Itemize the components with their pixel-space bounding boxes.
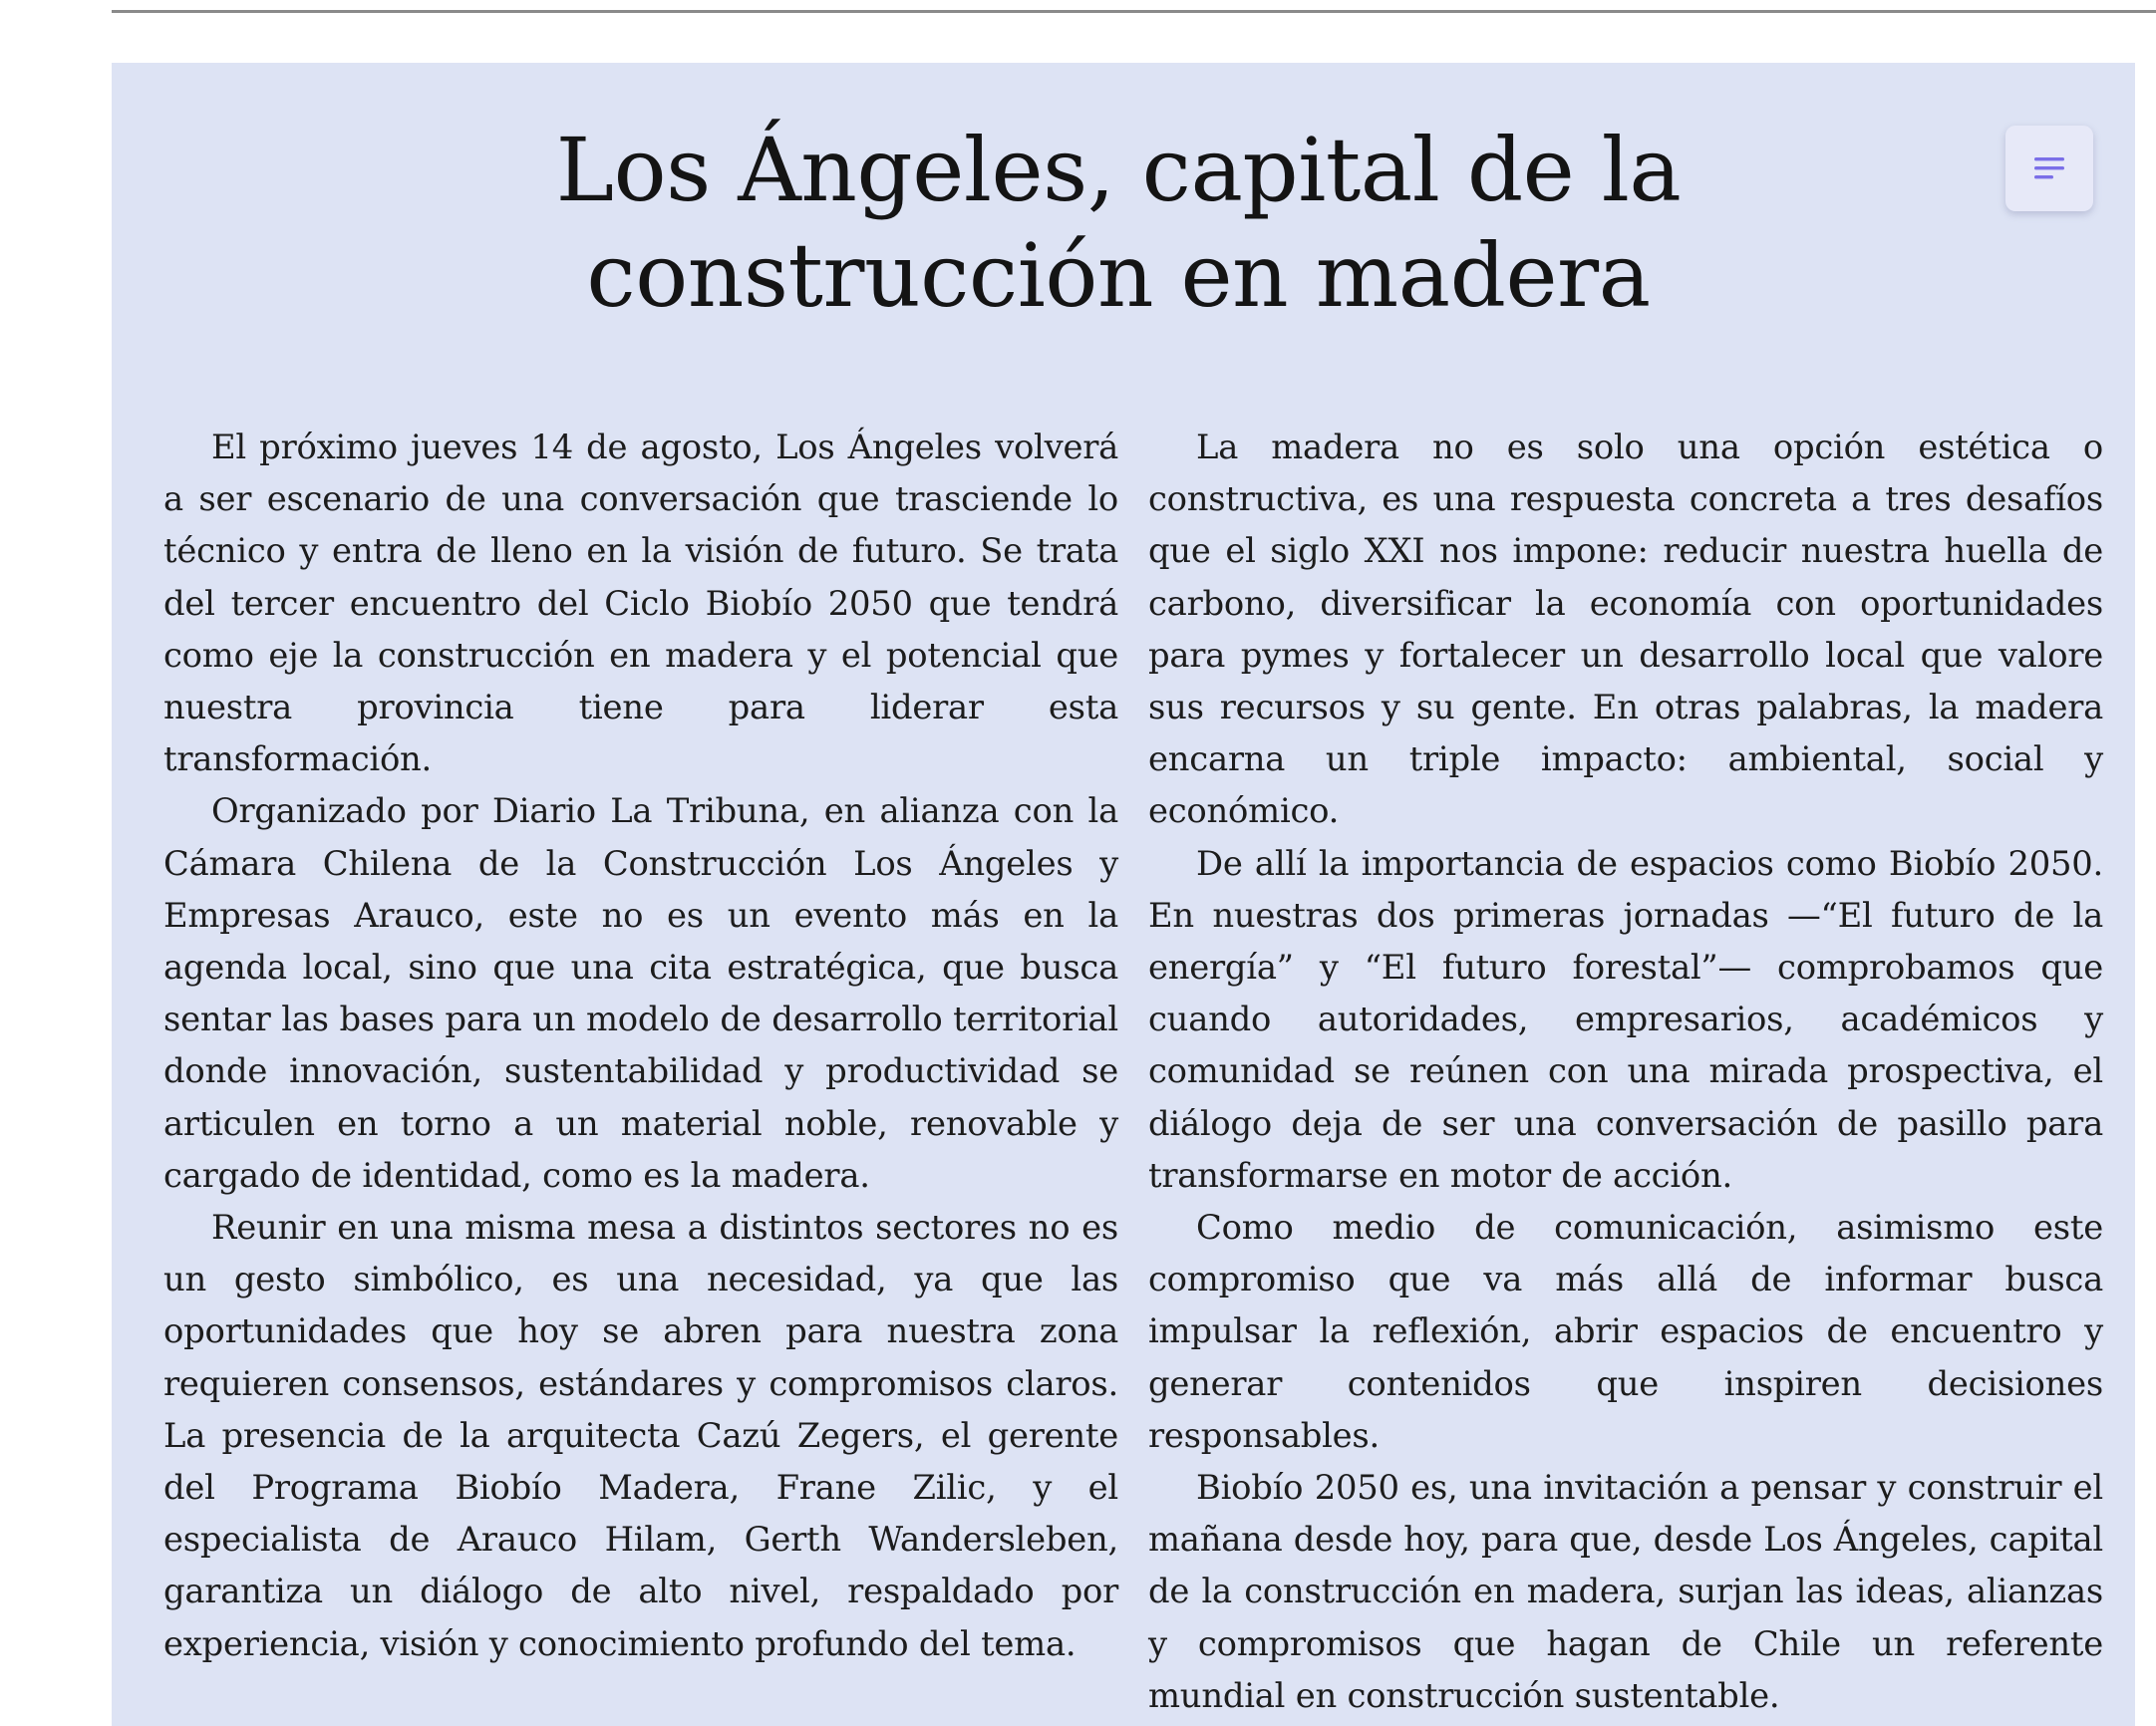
paragraph: De allí la importancia de espacios como Biobío 2050. En nuestras dos primeras jornadas —“El futuro de la energía” y “El futuro forestal”— comprobamos que cuando autoridades, empresarios, académicos y comunidad se reúnen con una mirada prospectiva, el diálogo deja de ser una conversación de pasillo para transformarse en motor de acción. [1148,843,2103,1195]
paragraph: Reunir en una misma mesa a distintos sectores no es un gesto simbólico, es una necesidad, ya que las oportunidades que hoy se abren para nuestra zona requieren consensos, estándares y compromisos claros. La presencia de la arquitecta Cazú Zegers, el gerente del Programa Biobío Madera, Frane Zilic, y el especialista de Arauco Hilam, Gerth Wandersleben, garantiza un diálogo de alto nivel, respaldado por experiencia, visión y conocimiento profundo del tema. [163,1208,1118,1663]
paragraph: El próximo jueves 14 de agosto, Los Ángeles volverá a ser escenario de una conversación que trasciende lo técnico y entra de lleno en la visión de futuro. Se trata del tercer encuentro del Ciclo Biobío 2050 que tendrá como eje la construcción en madera y el potencial que nuestra provincia tiene para liderar esta transformación. [163,428,1118,779]
top-divider [112,10,2156,13]
paragraph: Como medio de comunicación, asimismo este compromiso que va más allá de informar busca impulsar la reflexión, abrir espacios de encuentro y generar contenidos que inspiren decisiones responsables. [1148,1208,2103,1455]
article-panel [112,63,2135,1726]
article-title: Los Ángeles, capital de la construcción en madera [555,119,1682,327]
paragraph: Biobío 2050 es, una invitación a pensar y construir el mañana desde hoy, para que, desde Los Ángeles, capital de la construcción en madera, surjan las ideas, alianzas y compromisos que hagan de Chile un referente mundial en construcción sustentable. [1148,1468,2103,1715]
menu-lines-icon [2032,155,2066,181]
paragraph: La madera no es solo una opción estética o constructiva, es una respuesta concreta a tres desafíos que el siglo XXI nos impone: reducir nuestra huella de carbono, diversificar la economía con oportunidades para pymes y fortalecer un desarrollo local que valore sus recursos y su gente. En otras palabras, la madera encarna un triple impacto: ambiental, social y económico. [1148,428,2103,831]
paragraph: Organizado por Diario La Tribuna, en alianza con la Cámara Chilena de la Construcción Los Ángeles y Empresas Arauco, este no es un evento más en la agenda local, sino que una cita estratégica, que busca sentar las bases para un modelo de desarrollo territorial donde innovación, sustentabilidad y productividad se articulen en torno a un material noble, renovable y cargado de identidad, como es la madera. [163,791,1118,1195]
article-column-right [1148,422,2103,1722]
article-column-left [163,422,1118,1670]
menu-button[interactable] [2005,126,2093,211]
